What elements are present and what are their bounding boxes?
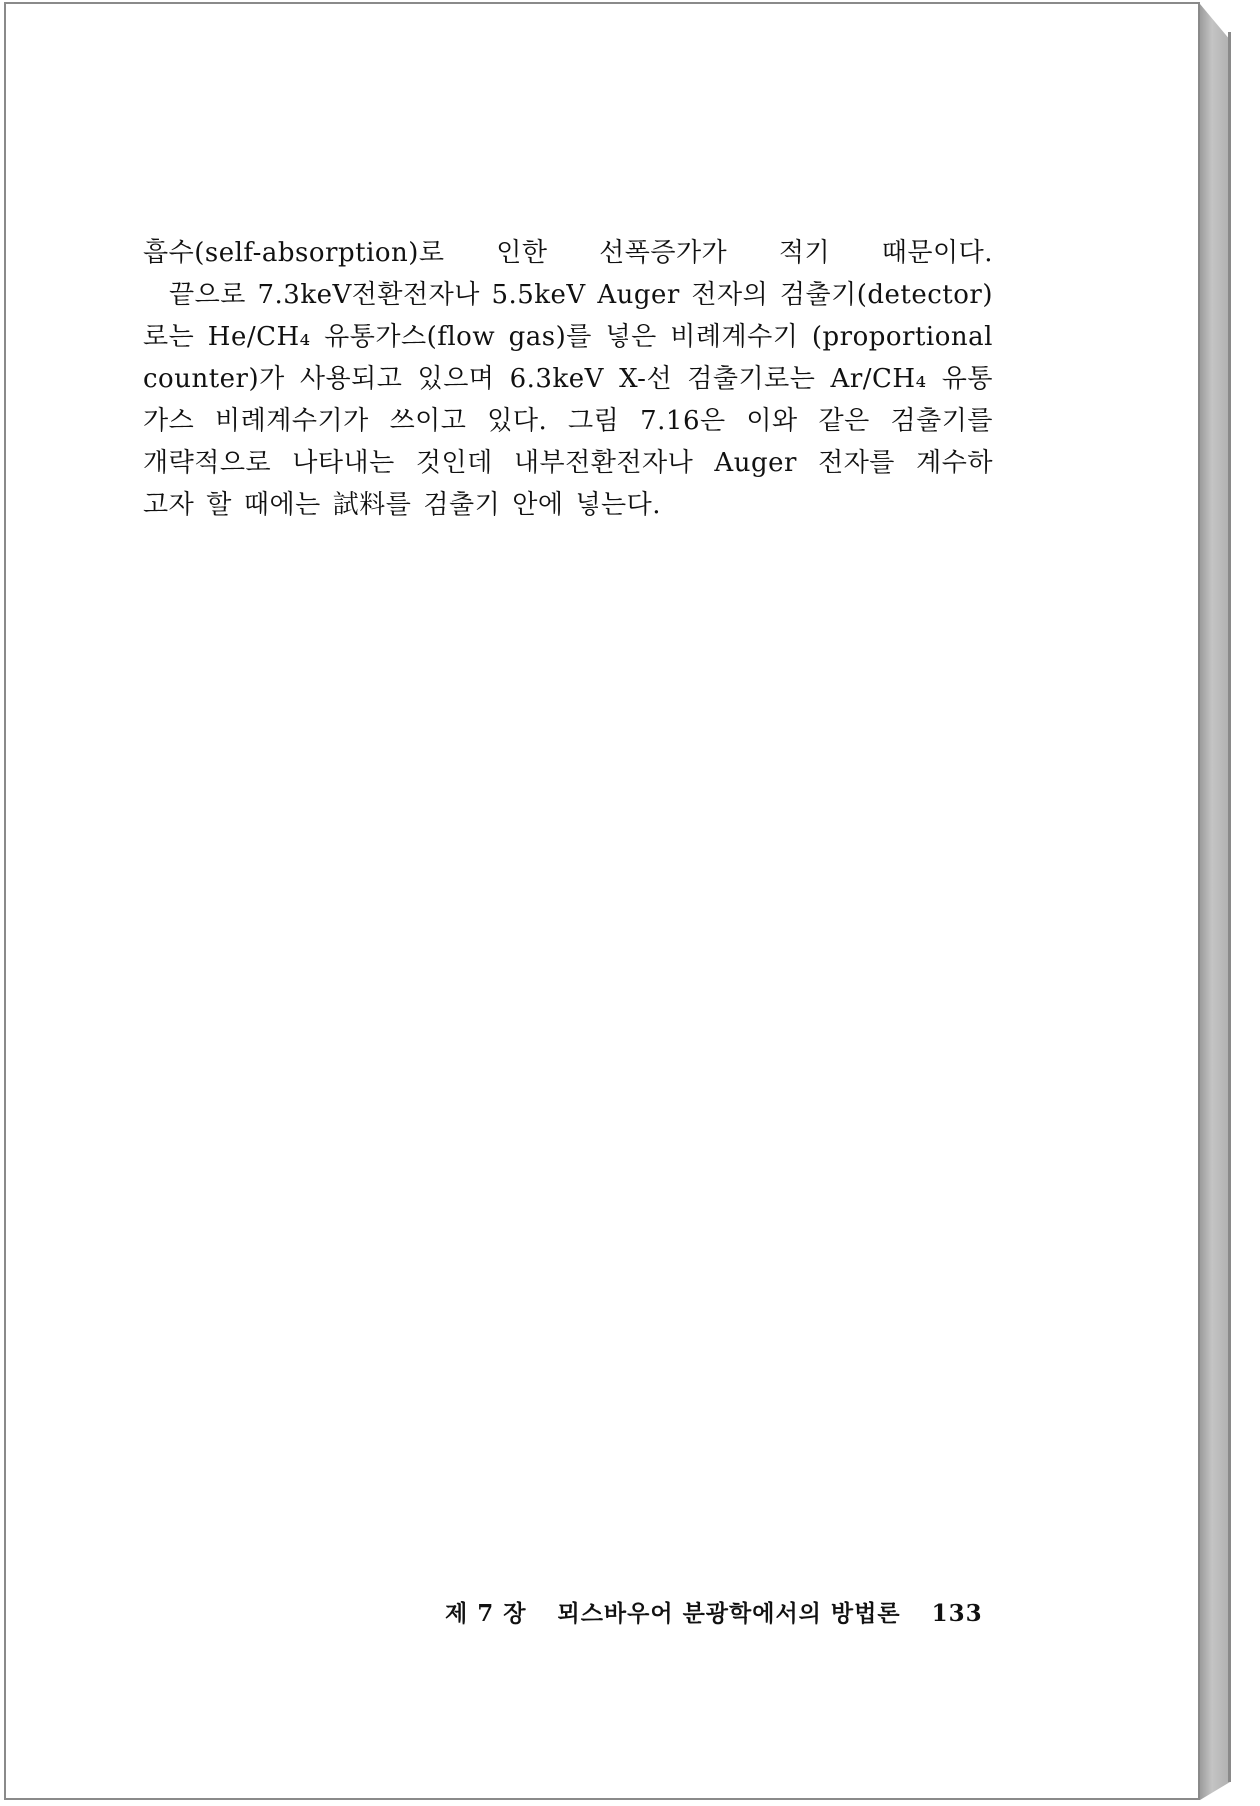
body-text	[143, 232, 993, 526]
page-edge	[1200, 4, 1230, 1800]
text-line: 개략적으로 나타내는 것인데 내부전환전자나 Auger 전자를 계수하	[143, 448, 993, 478]
text-line: 흡수(self-absorption)로 인한 선폭증가가 적기 때문이다.	[143, 238, 993, 268]
running-footer	[445, 1595, 983, 1628]
text-line: 로는 He/CH₄ 유통가스(flow gas)를 넣은 비례계수기 (proportional	[143, 322, 993, 352]
text-line: 가스 비례계수기가 쓰이고 있다. 그림 7.16은 이와 같은 검출기를	[143, 406, 993, 436]
page-edge-line	[1228, 32, 1231, 1782]
page-number: 133	[931, 1600, 983, 1627]
text-line: counter)가 사용되고 있으며 6.3keV X-선 검출기로는 Ar/CH₄ 유통	[143, 364, 993, 394]
text-line: 끝으로 7.3keV전환전자나 5.5keV Auger 전자의 검출기(detector)	[169, 280, 993, 310]
text-line: 고자 할 때에는 試料를 검출기 안에 넣는다.	[143, 490, 662, 520]
footer-title: 뫼스바우어 분광학에서의 방법론	[557, 1600, 901, 1627]
footer-chapter: 제 7 장	[445, 1600, 527, 1627]
